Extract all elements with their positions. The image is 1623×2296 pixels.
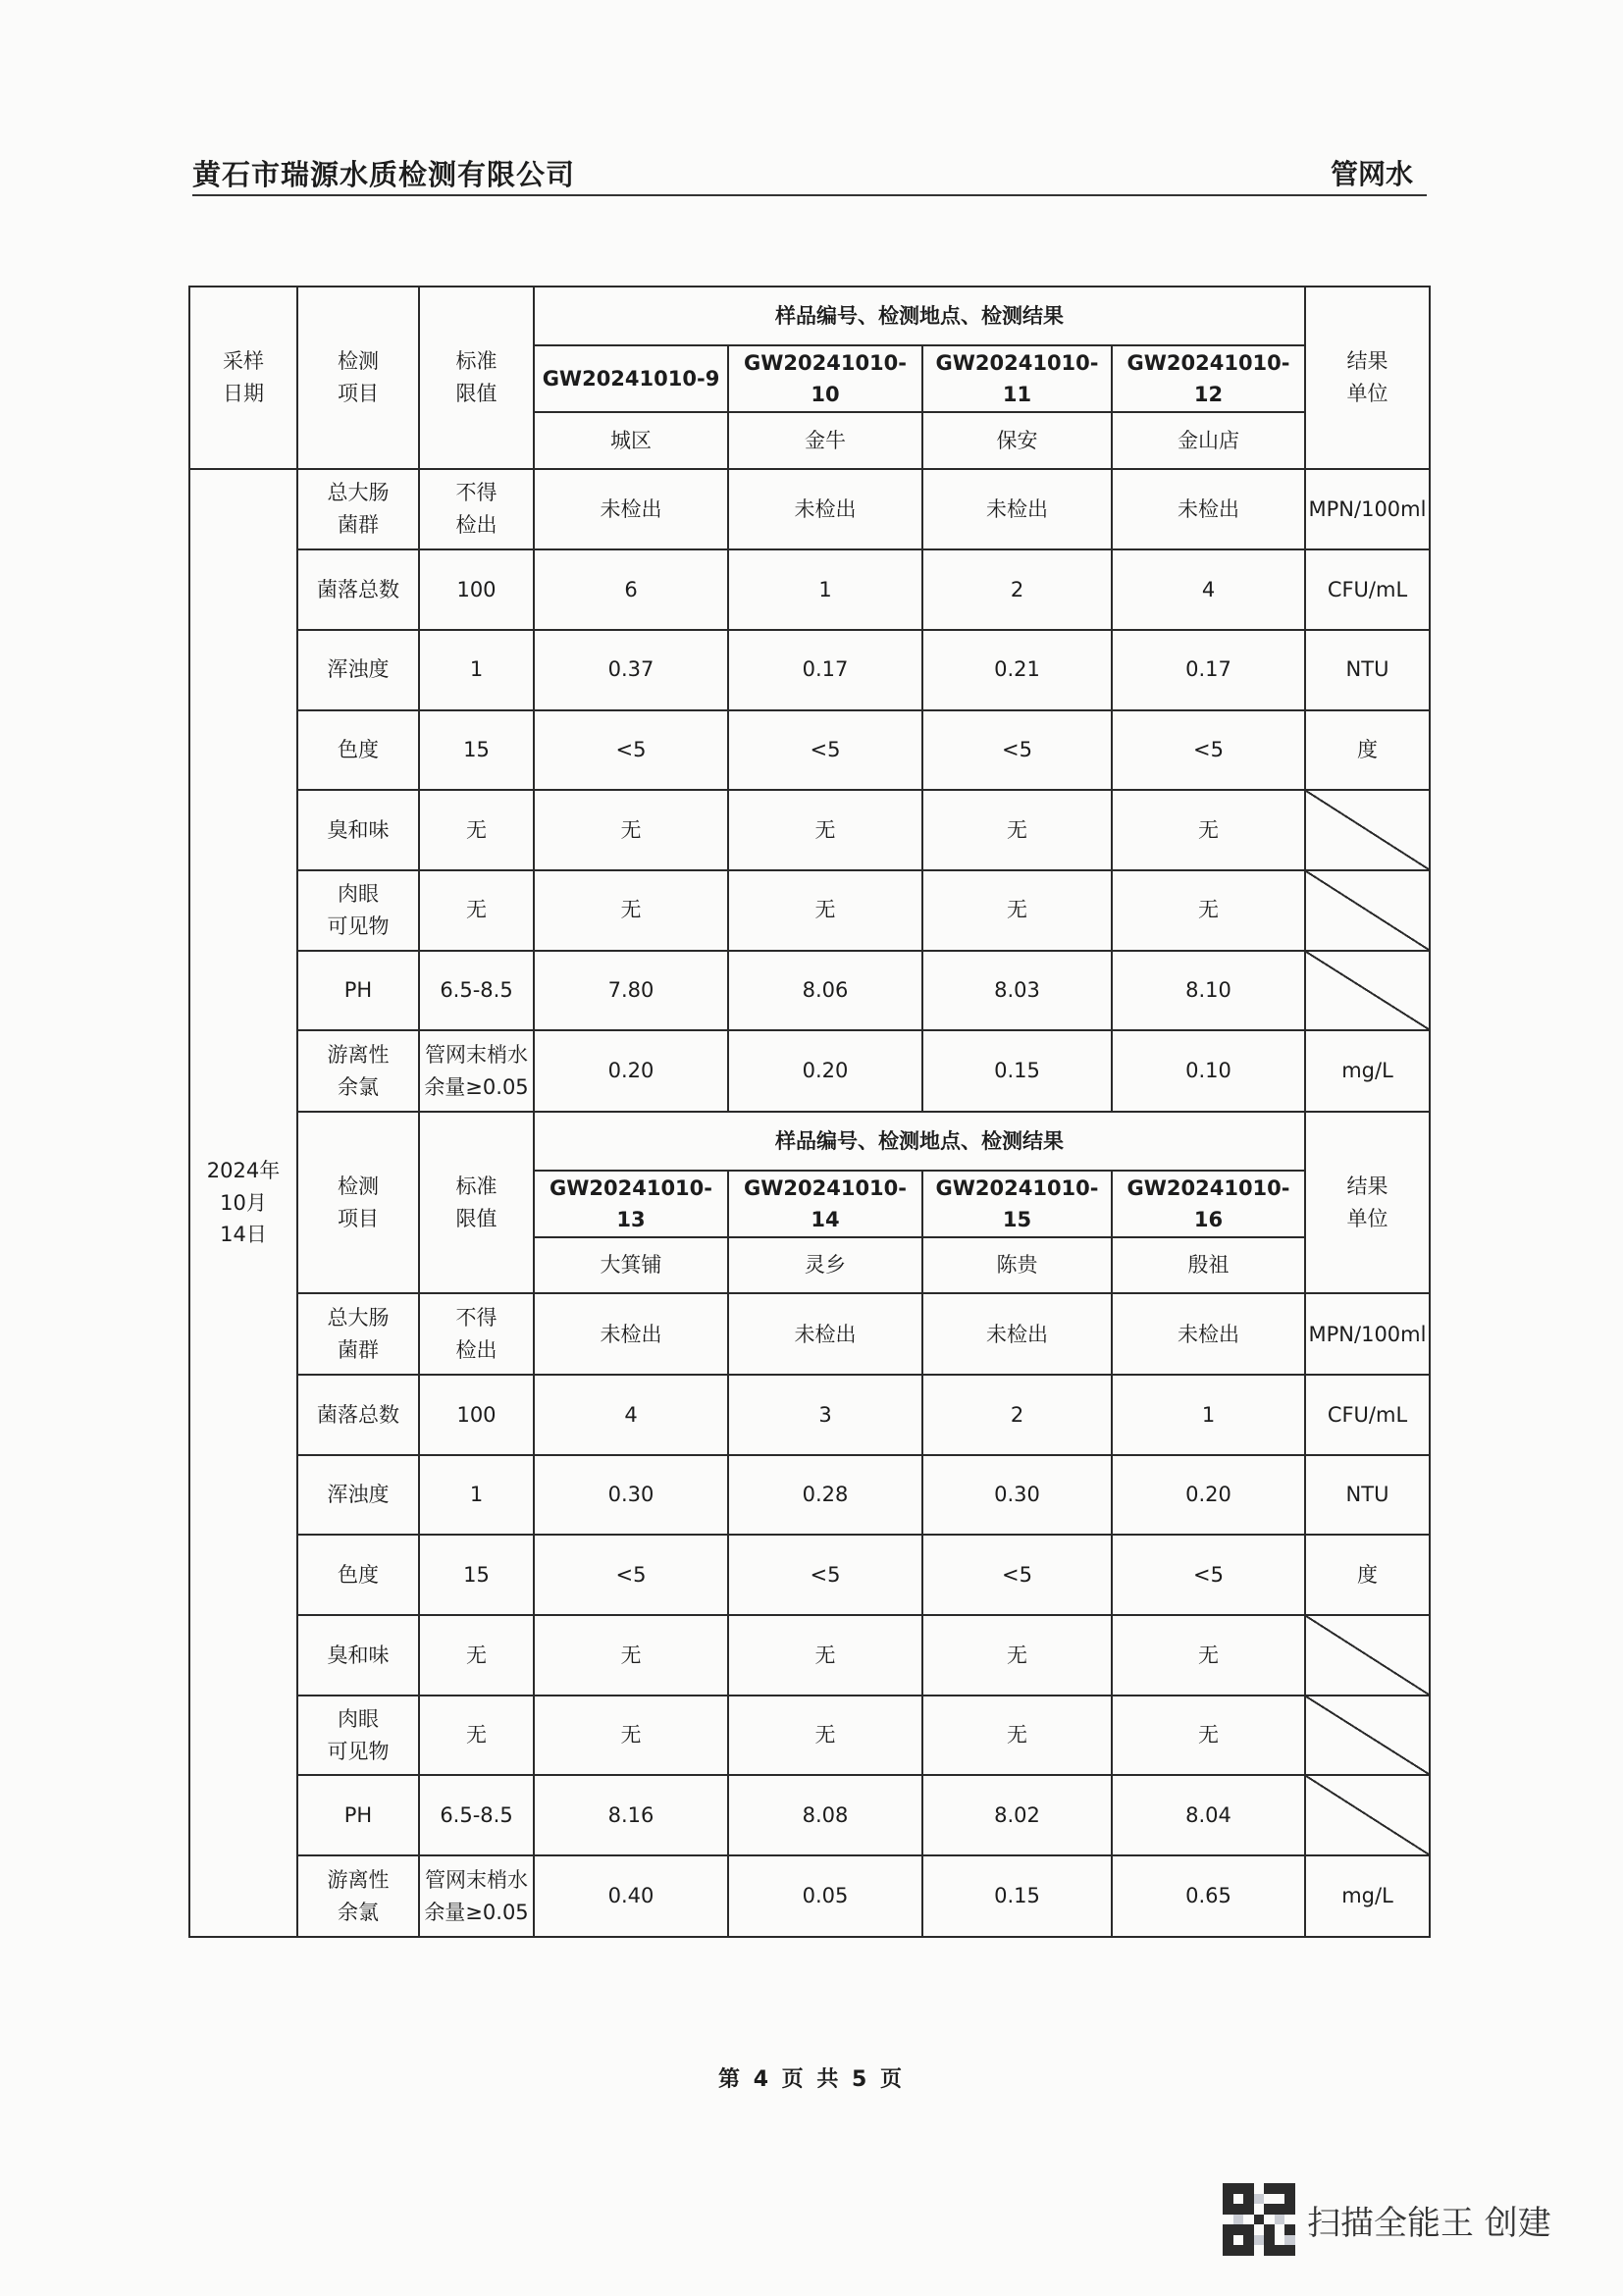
result-value (534, 630, 728, 710)
result-value-text: 0.17 (1185, 657, 1231, 682)
result-unit-text: mg/L (1341, 1059, 1393, 1083)
test-item (297, 630, 419, 710)
result-value (1112, 951, 1305, 1031)
standard-limit-text: 6.5-8.5 (440, 1802, 513, 1827)
result-value-text: <5 (810, 738, 841, 762)
standard-limit-text: 管网末梢水 (425, 1867, 528, 1892)
standard-limit-text: 不得 (455, 1306, 497, 1331)
sample-code-text: GW20241010-9 (542, 367, 720, 391)
result-value-text: 未检出 (1178, 496, 1239, 521)
test-item (297, 549, 419, 630)
test-item-text: 臭和味 (327, 1643, 390, 1667)
standard-limit-text: 无 (466, 817, 487, 842)
result-unit (1305, 630, 1430, 710)
result-value-text: 未检出 (986, 1322, 1048, 1346)
test-item (297, 1535, 419, 1615)
result-value (728, 1775, 922, 1855)
result-unit-header-text: 结果 (1346, 1174, 1388, 1199)
sample-location (1112, 1237, 1305, 1293)
standard-limit (419, 1775, 534, 1855)
test-item-text: 色度 (338, 1563, 379, 1587)
sample-code (922, 345, 1112, 412)
test-item-text: 菌落总数 (317, 577, 399, 601)
result-value-text: 无 (814, 1643, 836, 1667)
sample-code-text: GW20241010-12 (1126, 350, 1290, 407)
result-value (1112, 1775, 1305, 1855)
result-value (728, 790, 922, 870)
sample-location (922, 1237, 1112, 1293)
standard-limit-header (419, 1112, 534, 1294)
test-item-text: 余氯 (338, 1074, 379, 1099)
result-value-text: 无 (620, 1643, 642, 1667)
result-value-text: 无 (1198, 817, 1219, 842)
test-item-header (297, 287, 419, 469)
test-item-text: PH (343, 1802, 373, 1827)
result-value-text: 0.65 (1185, 1884, 1231, 1908)
result-unit (1305, 549, 1430, 630)
result-value (534, 870, 728, 951)
sample-location-text: 保安 (996, 428, 1038, 452)
sample-code-text: GW20241010-15 (935, 1175, 1099, 1232)
result-unit (1305, 1293, 1430, 1375)
test-item-text: 可见物 (327, 1739, 390, 1763)
result-value-text: 无 (1007, 1723, 1027, 1748)
result-value-text: 8.16 (607, 1802, 654, 1827)
test-item-header-text: 检测 (338, 1174, 379, 1199)
result-value-text: <5 (1002, 1563, 1032, 1587)
result-value (922, 630, 1112, 710)
result-unit-empty (1305, 1775, 1430, 1855)
sampling-date-header-text: 日期 (223, 381, 264, 405)
standard-limit (419, 1855, 534, 1937)
result-value (534, 1293, 728, 1375)
standard-limit (419, 1375, 534, 1455)
result-value-text: 未检出 (986, 496, 1048, 521)
result-value (1112, 710, 1305, 791)
test-item (297, 469, 419, 550)
standard-limit-text: 15 (463, 1563, 490, 1587)
result-value (728, 870, 922, 951)
test-item-text: 肉眼 (338, 1707, 379, 1732)
result-value (534, 1615, 728, 1696)
page-number: 第 4 页 共 5 页 (718, 2067, 905, 2092)
test-item (297, 1293, 419, 1375)
sample-location (922, 412, 1112, 468)
standard-limit-text: 余量≥0.05 (424, 1900, 529, 1924)
sample-code (1112, 345, 1305, 412)
sample-location-text: 大箕铺 (600, 1253, 662, 1278)
sample-code-text: GW20241010-13 (549, 1175, 712, 1232)
result-value-text: 0.17 (802, 657, 849, 682)
sample-location (534, 1237, 728, 1293)
result-value (922, 1293, 1112, 1375)
standard-limit-text: 无 (466, 1723, 487, 1748)
result-value-text: 2 (1010, 1402, 1024, 1427)
scanner-watermark (1223, 2183, 1551, 2256)
test-item (297, 870, 419, 951)
result-unit-empty (1305, 790, 1430, 870)
result-value-text: 7.80 (607, 978, 654, 1003)
result-unit-header (1305, 287, 1430, 469)
standard-limit (419, 1293, 534, 1375)
result-value-text: <5 (1193, 1563, 1224, 1587)
result-unit-empty (1305, 870, 1430, 951)
result-value (534, 1375, 728, 1455)
sample-code (728, 1171, 922, 1237)
result-value-text: 2 (1010, 577, 1024, 601)
result-value (1112, 549, 1305, 630)
result-value (1112, 1293, 1305, 1375)
qr-code-icon (1223, 2183, 1295, 2256)
result-value-text: 未检出 (794, 496, 857, 521)
result-value-text: 8.06 (802, 978, 849, 1003)
test-item-text: PH (343, 978, 373, 1003)
test-item (297, 1455, 419, 1536)
result-value-text: 0.15 (994, 1059, 1040, 1083)
standard-limit (419, 1535, 534, 1615)
header-rule (192, 194, 1427, 196)
test-item-header-text: 项目 (338, 381, 379, 405)
result-value-text: 未检出 (600, 1322, 662, 1346)
test-item-text: 浑浊度 (327, 657, 390, 682)
result-value-text: 0.15 (994, 1884, 1040, 1908)
result-value-text: 无 (1007, 817, 1027, 842)
result-value-text: 无 (620, 817, 642, 842)
result-value-text: 0.37 (607, 657, 654, 682)
result-value-text: 无 (1007, 1643, 1027, 1667)
test-item-text: 臭和味 (327, 817, 390, 842)
result-value-text: <5 (1002, 738, 1032, 762)
standard-limit-text: 无 (466, 1643, 487, 1667)
result-value (534, 1696, 728, 1776)
sample-location (728, 412, 922, 468)
company-name: 黄石市瑞源水质检测有限公司 (192, 158, 576, 191)
result-value (534, 1535, 728, 1615)
result-value-text: 8.04 (1185, 1802, 1231, 1827)
result-value (728, 710, 922, 791)
result-value-text: 1 (1201, 1402, 1216, 1427)
result-value-text: 0.20 (607, 1059, 654, 1083)
test-item-text: 总大肠 (327, 1306, 390, 1331)
result-value (922, 1775, 1112, 1855)
sample-location-text: 金牛 (805, 428, 846, 452)
result-value (922, 1615, 1112, 1696)
result-value (922, 1030, 1112, 1112)
result-value-text: 3 (818, 1402, 832, 1427)
sample-code-text: GW20241010-14 (743, 1175, 907, 1232)
test-item (297, 1696, 419, 1776)
standard-limit (419, 790, 534, 870)
result-value-text: 0.10 (1185, 1059, 1231, 1083)
sample-code (1112, 1171, 1305, 1237)
result-unit-text: MPN/100ml (1308, 1322, 1427, 1346)
result-value-text: 未检出 (1178, 1322, 1239, 1346)
sample-code-text: GW20241010-10 (743, 350, 907, 407)
result-value-text: 0.28 (802, 1483, 849, 1507)
standard-limit-header-text: 标准 (455, 1174, 497, 1199)
standard-limit (419, 710, 534, 791)
result-value-text: 0.40 (607, 1884, 654, 1908)
test-results-table (188, 286, 1431, 1938)
result-value (922, 710, 1112, 791)
test-item-text: 菌群 (338, 512, 379, 537)
result-unit-text: mg/L (1341, 1884, 1393, 1908)
test-item-text: 游离性 (327, 1042, 390, 1067)
result-value-text: 无 (1007, 898, 1027, 922)
test-item (297, 1615, 419, 1696)
result-unit (1305, 1455, 1430, 1536)
test-item-text: 肉眼 (338, 882, 379, 907)
result-value (1112, 469, 1305, 550)
standard-limit-text: 100 (456, 1402, 497, 1427)
result-value (728, 1615, 922, 1696)
result-value-text: 无 (620, 898, 642, 922)
sampling-date-text: 10月 (220, 1190, 267, 1215)
result-value (728, 549, 922, 630)
result-value (534, 710, 728, 791)
result-value (534, 1855, 728, 1937)
watermark-text: 扫描全能王 创建 (1307, 2203, 1551, 2243)
standard-limit-text: 不得 (455, 481, 497, 505)
standard-limit-header-text: 限值 (455, 1206, 497, 1230)
test-item-text: 菌群 (338, 1337, 379, 1362)
sampling-date-text: 2024年 (206, 1158, 281, 1182)
test-item (297, 951, 419, 1031)
result-value-text: 无 (1198, 898, 1219, 922)
sample-group-header (534, 287, 1305, 345)
result-value (534, 469, 728, 550)
result-value (1112, 1375, 1305, 1455)
result-value (1112, 1696, 1305, 1776)
result-value-text: 1 (818, 577, 832, 601)
result-unit-empty (1305, 1696, 1430, 1776)
result-value (1112, 1455, 1305, 1536)
standard-limit-header (419, 287, 534, 469)
result-value (728, 951, 922, 1031)
sample-code (728, 345, 922, 412)
standard-limit-header-text: 标准 (455, 349, 497, 374)
result-unit-text: CFU/mL (1327, 1402, 1408, 1427)
sample-code (922, 1171, 1112, 1237)
result-value (728, 1375, 922, 1455)
standard-limit (419, 1030, 534, 1112)
standard-limit-text: 管网末梢水 (425, 1042, 528, 1067)
result-value-text: 0.20 (1185, 1483, 1231, 1507)
sample-code-text: GW20241010-16 (1126, 1175, 1290, 1232)
test-item-text: 色度 (338, 738, 379, 762)
test-item-text: 浑浊度 (327, 1483, 390, 1507)
standard-limit-text: 检出 (455, 512, 497, 537)
test-item-header-text: 项目 (338, 1206, 379, 1230)
result-unit (1305, 1855, 1430, 1937)
result-value-text: <5 (615, 738, 647, 762)
result-value (1112, 630, 1305, 710)
result-value (1112, 1855, 1305, 1937)
result-value-text: 0.30 (994, 1483, 1040, 1507)
sample-location-text: 金山店 (1178, 428, 1239, 452)
result-value-text: 0.05 (802, 1884, 849, 1908)
result-unit (1305, 469, 1430, 550)
sample-location (534, 412, 728, 468)
result-value-text: <5 (1193, 738, 1224, 762)
standard-limit (419, 1696, 534, 1776)
standard-limit-text: 15 (463, 738, 490, 762)
sample-group-header-text: 样品编号、检测地点、检测结果 (775, 1128, 1064, 1153)
result-value-text: 无 (620, 1723, 642, 1748)
result-value-text: 无 (1198, 1723, 1219, 1748)
result-value-text: 未检出 (600, 496, 662, 521)
result-value (728, 630, 922, 710)
result-unit-text: NTU (1345, 657, 1389, 682)
test-item (297, 1855, 419, 1937)
result-value (922, 870, 1112, 951)
result-value (922, 1455, 1112, 1536)
result-value (1112, 1535, 1305, 1615)
standard-limit (419, 1455, 534, 1536)
result-value (534, 1775, 728, 1855)
test-item (297, 1775, 419, 1855)
result-value-text: 4 (1201, 577, 1216, 601)
test-item (297, 1030, 419, 1112)
test-item-header (297, 1112, 419, 1294)
sample-group-header-text: 样品编号、检测地点、检测结果 (775, 303, 1064, 328)
result-value-text: 8.08 (802, 1802, 849, 1827)
test-item-text: 菌落总数 (317, 1402, 399, 1427)
test-item-text: 总大肠 (327, 481, 390, 505)
sample-location (728, 1237, 922, 1293)
sampling-date-text: 14日 (220, 1223, 267, 1247)
document-type: 管网水 (1330, 158, 1413, 190)
result-unit-header-text: 单位 (1346, 1206, 1388, 1230)
standard-limit (419, 870, 534, 951)
sampling-date-header-text: 采样 (223, 349, 264, 374)
standard-limit-text: 6.5-8.5 (440, 978, 513, 1003)
result-value-text: 4 (624, 1402, 638, 1427)
sample-location-text: 殷祖 (1187, 1253, 1230, 1278)
result-value (534, 549, 728, 630)
result-unit-header-text: 结果 (1346, 349, 1388, 374)
result-value (534, 1455, 728, 1536)
test-item-text: 可见物 (327, 913, 390, 938)
result-unit-text: 度 (1357, 738, 1378, 762)
result-value-text: 未检出 (794, 1322, 857, 1346)
result-value (922, 1855, 1112, 1937)
result-value-text: <5 (615, 1563, 647, 1587)
test-item (297, 710, 419, 791)
result-value (922, 790, 1112, 870)
sample-location (1112, 412, 1305, 468)
standard-limit (419, 951, 534, 1031)
result-unit-text: 度 (1357, 1563, 1378, 1587)
result-unit-empty (1305, 951, 1430, 1031)
result-unit-text: CFU/mL (1327, 577, 1408, 601)
sample-code (534, 345, 728, 412)
result-unit-text: MPN/100ml (1308, 496, 1427, 521)
result-value (728, 1293, 922, 1375)
test-item (297, 1375, 419, 1455)
result-value (922, 1535, 1112, 1615)
result-value-text: <5 (810, 1563, 841, 1587)
result-value-text: 0.21 (994, 657, 1040, 682)
sample-location-text: 陈贵 (996, 1253, 1038, 1278)
result-value (1112, 1615, 1305, 1696)
result-value-text: 0.20 (802, 1059, 849, 1083)
result-value (922, 951, 1112, 1031)
result-value (728, 1855, 922, 1937)
standard-limit (419, 549, 534, 630)
result-value (728, 469, 922, 550)
result-value (922, 1375, 1112, 1455)
result-value-text: 无 (1198, 1643, 1219, 1667)
standard-limit (419, 469, 534, 550)
result-value-text: 无 (814, 1723, 836, 1748)
standard-limit-header-text: 限值 (455, 381, 497, 405)
result-unit-text: NTU (1345, 1483, 1389, 1507)
result-value (728, 1455, 922, 1536)
standard-limit-text: 无 (466, 898, 487, 922)
standard-limit-text: 1 (469, 1483, 484, 1507)
result-unit (1305, 710, 1430, 791)
test-item-text: 游离性 (327, 1867, 390, 1892)
result-value-text: 0.30 (607, 1483, 654, 1507)
result-value (728, 1696, 922, 1776)
result-value-text: 6 (624, 577, 638, 601)
result-value (922, 469, 1112, 550)
result-unit (1305, 1030, 1430, 1112)
result-value (728, 1535, 922, 1615)
result-value-text: 8.03 (994, 978, 1040, 1003)
standard-limit-text: 检出 (455, 1337, 497, 1362)
test-item-text: 余氯 (338, 1900, 379, 1924)
sample-location-text: 城区 (610, 428, 652, 452)
sample-code-text: GW20241010-11 (935, 350, 1099, 407)
sample-location-text: 灵乡 (805, 1253, 846, 1278)
result-value (1112, 1030, 1305, 1112)
result-value (1112, 870, 1305, 951)
result-value-text: 无 (814, 817, 836, 842)
test-item-header-text: 检测 (338, 349, 379, 374)
sampling-date-header (189, 287, 297, 469)
result-value-text: 8.10 (1185, 978, 1231, 1003)
result-value (922, 549, 1112, 630)
sample-code (534, 1171, 728, 1237)
test-item (297, 790, 419, 870)
result-unit (1305, 1535, 1430, 1615)
result-unit (1305, 1375, 1430, 1455)
result-value (534, 790, 728, 870)
result-value (728, 1030, 922, 1112)
sample-group-header (534, 1112, 1305, 1171)
result-value (534, 951, 728, 1031)
standard-limit-text: 余量≥0.05 (424, 1074, 529, 1099)
result-unit-empty (1305, 1615, 1430, 1696)
result-value (534, 1030, 728, 1112)
result-value (922, 1696, 1112, 1776)
standard-limit (419, 630, 534, 710)
standard-limit (419, 1615, 534, 1696)
sampling-date (189, 469, 297, 1937)
standard-limit-text: 1 (469, 657, 484, 682)
result-unit-header-text: 单位 (1346, 381, 1388, 405)
result-value-text: 8.02 (994, 1802, 1040, 1827)
standard-limit-text: 100 (456, 577, 497, 601)
result-value-text: 无 (814, 898, 836, 922)
result-unit-header (1305, 1112, 1430, 1294)
result-value (1112, 790, 1305, 870)
